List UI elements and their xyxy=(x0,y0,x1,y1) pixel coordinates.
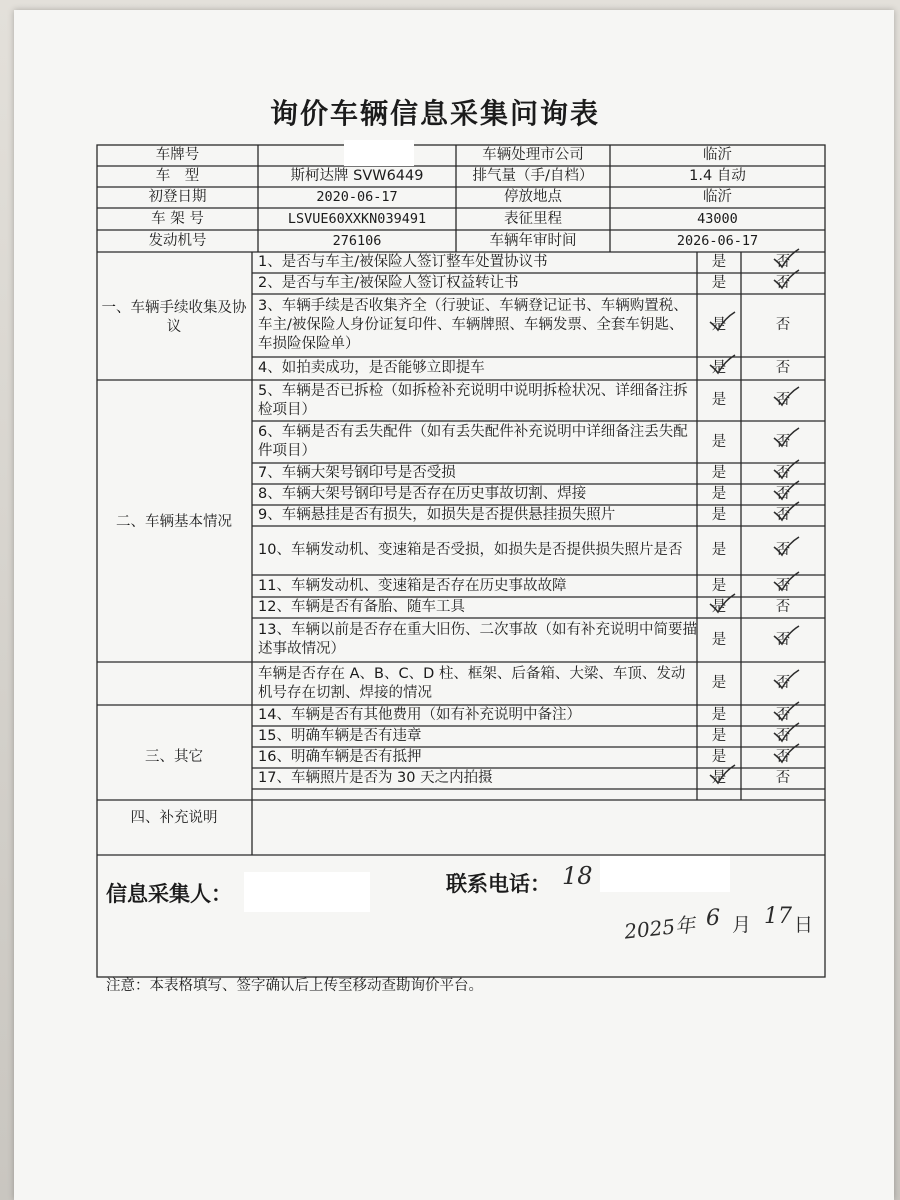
date-year: 2025年 xyxy=(623,912,697,944)
question-2: 2、是否与车主/被保险人签订权益转让书 xyxy=(258,275,519,291)
answer-no-13: 否 xyxy=(775,631,791,648)
date-day: 17 xyxy=(764,904,792,929)
section-2-label: 二、车辆基本情况 xyxy=(116,513,232,530)
question-5: 5、车辆是否已拆检（如拆检补充说明中说明拆检状况、详细备注拆检项目） xyxy=(258,382,688,418)
phone-label: 联系电话： xyxy=(446,872,551,896)
answer-no-5: 否 xyxy=(775,392,791,408)
park-label: 停放地点 xyxy=(504,189,562,205)
section-3-label: 三、其它 xyxy=(145,748,203,765)
date-month-unit: 月 xyxy=(732,914,752,936)
park-value: 临沂 xyxy=(703,189,732,205)
vin-value: LSVUE60XXKN039491 xyxy=(287,210,427,227)
check-mark-icon xyxy=(771,668,801,692)
answer-no-2: 否 xyxy=(775,275,791,291)
answer-yes-10: 是 xyxy=(711,542,727,558)
answer-yes-14: 是 xyxy=(711,675,727,691)
answer-yes-4: 是 xyxy=(711,360,727,376)
answer-no-17: 否 xyxy=(775,749,791,765)
answer-yes-8: 是 xyxy=(711,486,727,502)
answer-no-9: 否 xyxy=(775,507,791,523)
question-7: 7、车辆大架号钢印号是否受损 xyxy=(258,465,456,481)
answer-yes-15: 是 xyxy=(711,707,727,723)
answer-yes-17: 是 xyxy=(711,749,727,765)
check-mark-icon xyxy=(771,268,801,292)
answer-no-10: 否 xyxy=(775,542,791,558)
model-value: 斯柯达牌 SVW6449 xyxy=(290,168,424,184)
inspect-value: 2026-06-17 xyxy=(676,232,759,249)
city-label: 车辆处理市公司 xyxy=(482,147,584,163)
reg-date-label: 初登日期 xyxy=(148,189,207,205)
answer-yes-13: 是 xyxy=(711,631,727,648)
form-title: 询价车辆信息采集问询表 xyxy=(270,97,601,130)
disp-label: 排气量（手/自档） xyxy=(472,168,594,184)
question-11: 11、车辆发动机、变速箱是否存在历史事故故障 xyxy=(258,577,567,594)
check-mark-icon xyxy=(707,310,737,334)
answer-yes-16: 是 xyxy=(711,728,727,744)
model-label: 车 型 xyxy=(155,168,200,184)
redaction-collector xyxy=(244,872,370,912)
redaction-phone xyxy=(600,856,730,892)
answer-no-6: 否 xyxy=(775,433,791,450)
check-mark-icon xyxy=(707,592,737,616)
phone-partial: 18 xyxy=(562,862,593,890)
question-4: 4、如拍卖成功，是否能够立即提车 xyxy=(258,360,485,376)
answer-yes-11: 是 xyxy=(711,577,727,594)
answer-yes-3: 是 xyxy=(711,317,727,333)
answer-yes-6: 是 xyxy=(711,433,727,450)
answer-no-11: 否 xyxy=(775,577,791,594)
answer-yes-2: 是 xyxy=(711,275,727,291)
question-15: 15、明确车辆是否有违章 xyxy=(258,728,422,744)
vin-label: 车 架 号 xyxy=(151,210,204,227)
city-value: 临沂 xyxy=(703,147,732,163)
question-16: 16、明确车辆是否有抵押 xyxy=(258,749,422,765)
inspect-label: 车辆年审时间 xyxy=(489,232,577,249)
engine-value: 276106 xyxy=(332,232,382,249)
answer-yes-12: 是 xyxy=(711,599,727,615)
answer-yes-18: 是 xyxy=(711,770,727,786)
mileage-label: 表征里程 xyxy=(504,210,562,227)
plate-label: 车牌号 xyxy=(155,147,200,163)
answer-yes-7: 是 xyxy=(711,465,727,481)
question-14: 14、车辆是否有其他费用（如有补充说明中备注） xyxy=(258,707,581,723)
check-mark-icon xyxy=(771,742,801,766)
check-mark-icon xyxy=(771,535,801,559)
date-month: 6 xyxy=(706,906,720,931)
question-pillar: 车辆是否存在 A、B、C、D 柱、框架、后备箱、大梁、车顶、发动机号存在切割、焊接的情况 xyxy=(258,665,686,701)
section-1-label: 一、车辆手续收集及协议 xyxy=(101,300,247,335)
date-day-unit: 日 xyxy=(794,914,814,936)
collector-label: 信息采集人： xyxy=(106,882,232,906)
check-mark-icon xyxy=(771,624,801,648)
answer-yes-9: 是 xyxy=(711,507,727,523)
answer-no-14: 否 xyxy=(775,675,791,691)
check-mark-icon xyxy=(771,570,801,594)
answer-no-1: 否 xyxy=(775,254,791,270)
question-9: 9、车辆悬挂是否有损失，如损失是否提供悬挂损失照片 xyxy=(258,507,616,523)
section-4-label: 四、补充说明 xyxy=(130,809,218,826)
footer-note: 注意：本表格填写、签字确认后上传至移动查勘询价平台。 xyxy=(106,978,483,994)
check-mark-icon xyxy=(707,353,737,377)
question-8: 8、车辆大架号钢印号是否存在历史事故切割、焊接 xyxy=(258,486,587,502)
answer-no-4: 否 xyxy=(775,360,791,376)
answer-no-3: 否 xyxy=(775,317,791,333)
question-10: 10、车辆发动机、变速箱是否受损，如损失是否提供损失照片是否 xyxy=(258,542,683,558)
redaction-plate xyxy=(344,140,414,166)
question-13: 13、车辆以前是否存在重大旧伤、二次事故（如有补充说明中简要描述事故情况） xyxy=(258,622,697,657)
reg-date-value: 2020-06-17 xyxy=(316,189,398,205)
question-1: 1、是否与车主/被保险人签订整车处置协议书 xyxy=(258,254,548,270)
question-6: 6、车辆是否有丢失配件（如有丢失配件补充说明中详细备注丢失配件项目） xyxy=(258,424,688,459)
answer-no-18: 否 xyxy=(775,770,791,786)
check-mark-icon xyxy=(771,500,801,524)
answer-no-8: 否 xyxy=(775,486,791,502)
check-mark-icon xyxy=(771,385,801,409)
question-12: 12、车辆是否有备胎、随车工具 xyxy=(258,599,465,615)
answer-no-16: 否 xyxy=(775,728,791,744)
answer-no-15: 否 xyxy=(775,707,791,723)
answer-no-12: 否 xyxy=(775,599,791,615)
question-3: 3、车辆手续是否收集齐全（行驶证、车辆登记证书、车辆购置税、车主/被保险人身份证复印件、车辆牌照、车辆发票、全套车钥匙、车损险保险单） xyxy=(258,298,688,352)
disp-value: 1.4 自动 xyxy=(689,168,746,184)
question-17: 17、车辆照片是否为 30 天之内拍摄 xyxy=(258,770,493,786)
answer-yes-1: 是 xyxy=(711,254,727,270)
mileage-value: 43000 xyxy=(697,210,738,227)
check-mark-icon xyxy=(707,763,737,787)
answer-no-7: 否 xyxy=(775,465,791,481)
check-mark-icon xyxy=(771,426,801,450)
answer-yes-5: 是 xyxy=(711,392,727,408)
engine-label: 发动机号 xyxy=(148,232,207,249)
